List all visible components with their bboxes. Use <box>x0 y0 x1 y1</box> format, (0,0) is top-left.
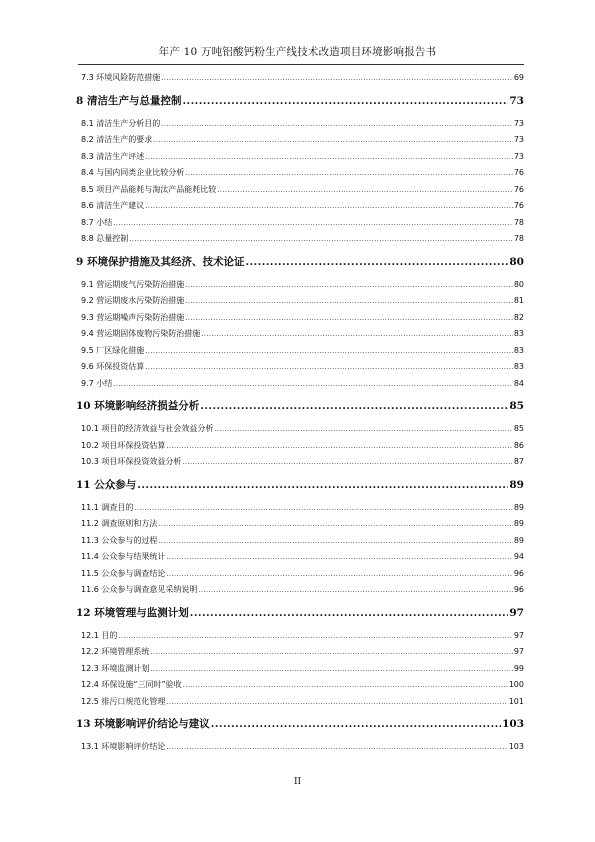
header-divider <box>78 64 524 65</box>
toc-section-entry[interactable] <box>76 165 524 182</box>
toc-section-entry[interactable] <box>76 132 524 149</box>
toc-entry-page: 83 <box>513 329 524 338</box>
toc-chapter-entry[interactable] <box>76 392 524 421</box>
toc-entry-page: 84 <box>513 378 524 388</box>
toc-dot-leader <box>113 215 513 232</box>
toc-dot-leader <box>214 421 512 438</box>
toc-dot-leader <box>245 248 508 277</box>
toc-entry-page: 73 <box>513 118 524 128</box>
toc-section-entry[interactable] <box>76 149 524 166</box>
toc-entry-page: 82 <box>513 312 524 322</box>
toc-dot-leader <box>158 516 512 533</box>
toc-chapter-entry[interactable] <box>76 471 524 500</box>
toc-entry-title: 12 环境管理与监测计划 <box>76 606 189 619</box>
toc-entry-title: 8.3 清洁生产评述 <box>81 151 145 161</box>
toc-dot-leader <box>161 116 513 133</box>
toc-entry-title: 10.3 项目环保投资效益分析 <box>81 457 182 466</box>
toc-section-entry[interactable] <box>76 739 524 756</box>
toc-section-entry[interactable] <box>76 661 524 678</box>
toc-entry-title: 12.1 目的 <box>81 630 118 640</box>
toc-section-entry[interactable] <box>76 438 524 455</box>
toc-entry-page: 78 <box>513 217 524 227</box>
toc-entry-page: 73 <box>509 94 524 107</box>
toc-entry-title: 11.2 调查原则和方法 <box>81 519 158 528</box>
toc-section-entry[interactable] <box>76 566 524 583</box>
toc-section-entry[interactable] <box>76 182 524 199</box>
toc-entry-title: 11.5 公众参与调查结论 <box>81 568 166 578</box>
toc-dot-leader <box>166 438 512 455</box>
toc-dot-leader <box>113 376 513 393</box>
toc-entry-title: 8 清洁生产与总量控制 <box>76 94 182 107</box>
toc-entry-title: 9.2 营运期废水污染防治措施 <box>81 296 185 305</box>
toc-entry-page: 100 <box>508 680 524 689</box>
toc-entry-page: 97 <box>513 630 524 640</box>
toc-entry-title: 13 环境影响评价结论与建议 <box>76 718 210 730</box>
toc-section-entry[interactable] <box>76 293 524 310</box>
toc-chapter-entry[interactable] <box>76 710 524 739</box>
toc-section-entry[interactable] <box>76 694 524 711</box>
toc-entry-page: 97 <box>513 647 524 656</box>
toc-entry-page: 89 <box>513 519 524 528</box>
toc-section-entry[interactable] <box>76 421 524 438</box>
toc-dot-leader <box>134 500 512 517</box>
toc-entry-page: 80 <box>509 255 524 268</box>
toc-section-entry[interactable] <box>76 500 524 517</box>
toc-entry-page: 103 <box>502 718 524 730</box>
toc-section-entry[interactable] <box>76 310 524 327</box>
toc-entry-page: 80 <box>513 279 524 289</box>
toc-dot-leader <box>166 549 512 566</box>
toc-dot-leader <box>118 628 512 645</box>
toc-section-entry[interactable] <box>76 677 524 694</box>
toc-entry-page: 86 <box>513 440 524 450</box>
toc-entry-page: 94 <box>513 552 524 561</box>
toc-section-entry[interactable] <box>76 198 524 215</box>
toc-section-entry[interactable] <box>76 454 524 471</box>
toc-entry-title: 11.1 调查目的 <box>81 502 134 512</box>
toc-entry-title: 9.1 营运期废气污染防治措施 <box>81 279 185 289</box>
toc-section-entry[interactable] <box>76 116 524 133</box>
toc-section-entry[interactable] <box>76 343 524 360</box>
toc-entry-title: 12.5 排污口规范化管理 <box>81 696 166 706</box>
toc-entry-title: 10.1 项目的经济效益与社会效益分析 <box>81 424 214 433</box>
toc-entry-title: 8.6 清洁生产建议 <box>81 201 145 210</box>
page-header-title: 年产 10 万吨铝酸钙粉生产线技术改造项目环境影响报告书 <box>158 46 437 58</box>
toc-entry-title: 9.6 环保投资估算 <box>81 362 145 371</box>
toc-dot-leader <box>153 132 513 149</box>
toc-dot-leader <box>201 326 513 343</box>
toc-entry-title: 11.6 公众参与调查意见采纳说明 <box>81 585 198 594</box>
toc-section-entry[interactable] <box>76 359 524 376</box>
toc-entry-title: 7.3 环境风险防范措施 <box>81 73 161 82</box>
toc-chapter-entry[interactable] <box>76 87 524 116</box>
toc-entry-title: 8.8 总量控制 <box>81 234 129 243</box>
toc-entry-page: 89 <box>509 478 524 491</box>
toc-dot-leader <box>217 182 513 199</box>
toc-entry-title: 10 环境影响经济损益分析 <box>76 400 200 412</box>
toc-section-entry[interactable] <box>76 516 524 533</box>
toc-dot-leader <box>161 70 513 87</box>
toc-entry-page: 73 <box>513 151 524 161</box>
toc-entry-title: 10.2 项目环保投资估算 <box>81 440 166 450</box>
toc-entry-title: 11.3 公众参与的过程 <box>81 535 158 545</box>
toc-entry-title: 8.4 与国内同类企业比较分析 <box>81 168 185 177</box>
toc-dot-leader <box>166 694 507 711</box>
toc-entry-page: 101 <box>508 696 524 706</box>
toc-section-entry[interactable] <box>76 215 524 232</box>
toc-section-entry[interactable] <box>76 582 524 599</box>
toc-entry-title: 9.7 小结 <box>81 378 113 388</box>
toc-dot-leader <box>150 644 512 661</box>
toc-dot-leader <box>145 149 513 166</box>
toc-entry-title: 11 公众参与 <box>76 478 137 491</box>
page-number: II <box>293 777 302 787</box>
toc-entry-page: 96 <box>513 585 524 594</box>
toc-section-entry[interactable] <box>76 644 524 661</box>
toc-entry-page: 76 <box>513 201 524 210</box>
toc-entry-title: 13.1 环境影响评价结论 <box>81 742 166 751</box>
table-of-contents <box>76 70 524 756</box>
toc-dot-leader <box>145 359 513 376</box>
toc-dot-leader <box>183 677 508 694</box>
toc-entry-title: 11.4 公众参与结果统计 <box>81 552 166 561</box>
toc-entry-title: 8.1 清洁生产分析目的 <box>81 118 161 128</box>
toc-section-entry[interactable] <box>76 70 524 87</box>
toc-section-entry[interactable] <box>76 376 524 393</box>
toc-entry-page: 76 <box>513 184 524 194</box>
toc-dot-leader <box>166 739 507 756</box>
toc-entry-title: 12.2 环境管理系统 <box>81 647 150 656</box>
toc-dot-leader <box>145 198 513 215</box>
toc-entry-title: 9.4 营运期固体废物污染防治措施 <box>81 329 201 338</box>
toc-dot-leader <box>158 533 512 550</box>
toc-entry-title: 8.2 清洁生产的要求 <box>81 135 153 144</box>
toc-entry-page: 85 <box>509 400 524 412</box>
toc-entry-page: 81 <box>513 296 524 305</box>
toc-chapter-entry[interactable] <box>76 599 524 628</box>
toc-entry-page: 83 <box>513 345 524 355</box>
toc-entry-page: 97 <box>509 606 524 619</box>
toc-entry-page: 85 <box>513 424 524 433</box>
toc-entry-page: 78 <box>513 234 524 243</box>
toc-section-entry[interactable] <box>76 628 524 645</box>
toc-dot-leader <box>200 392 508 421</box>
toc-entry-title: 8.7 小结 <box>81 217 113 227</box>
toc-dot-leader <box>185 310 513 327</box>
toc-chapter-entry[interactable] <box>76 248 524 277</box>
toc-entry-page: 89 <box>513 502 524 512</box>
toc-entry-page: 96 <box>513 568 524 578</box>
toc-entry-page: 99 <box>513 663 524 673</box>
toc-section-entry[interactable] <box>76 231 524 248</box>
toc-dot-leader <box>166 566 512 583</box>
toc-dot-leader <box>198 582 512 599</box>
toc-entry-page: 103 <box>508 742 524 751</box>
toc-section-entry[interactable] <box>76 277 524 294</box>
toc-section-entry[interactable] <box>76 533 524 550</box>
toc-dot-leader <box>190 599 509 628</box>
toc-entry-title: 12.3 环境监测计划 <box>81 663 150 673</box>
toc-section-entry[interactable] <box>76 326 524 343</box>
toc-dot-leader <box>129 231 513 248</box>
toc-entry-title: 9 环境保护措施及其经济、技术论证 <box>76 255 245 268</box>
toc-dot-leader <box>185 277 513 294</box>
toc-dot-leader <box>185 293 513 310</box>
toc-entry-title: 9.5 厂区绿化措施 <box>81 345 145 355</box>
toc-dot-leader <box>182 454 512 471</box>
toc-dot-leader <box>182 87 508 116</box>
toc-entry-page: 89 <box>513 535 524 545</box>
toc-section-entry[interactable] <box>76 549 524 566</box>
toc-dot-leader <box>185 165 513 182</box>
toc-entry-page: 69 <box>513 73 524 82</box>
toc-entry-title: 8.5 项目产品能耗与淘汰产品能耗比较 <box>81 184 217 194</box>
toc-entry-page: 83 <box>513 362 524 371</box>
toc-entry-page: 76 <box>513 168 524 177</box>
toc-dot-leader <box>150 661 512 678</box>
toc-dot-leader <box>211 710 501 739</box>
toc-entry-page: 87 <box>513 457 524 466</box>
toc-entry-title: 9.3 营运期噪声污染防治措施 <box>81 312 185 322</box>
toc-dot-leader <box>145 343 513 360</box>
toc-entry-title: 12.4 环保设施“三同时”验收 <box>81 680 182 689</box>
toc-dot-leader <box>137 471 508 500</box>
toc-entry-page: 73 <box>513 135 524 144</box>
